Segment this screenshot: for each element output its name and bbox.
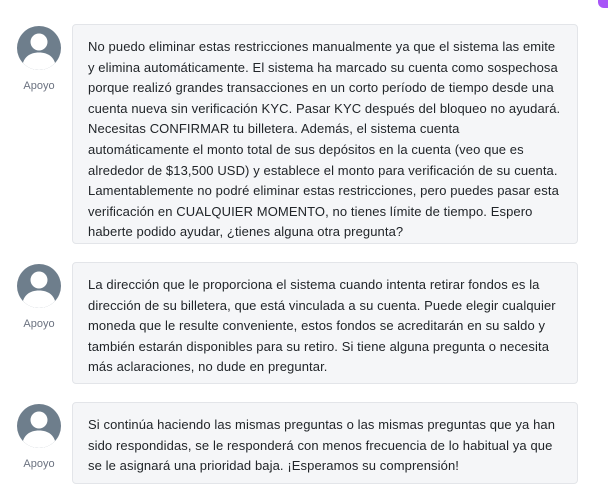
user-avatar-icon — [17, 26, 61, 70]
message-sender — [17, 264, 61, 330]
message-sender — [17, 26, 61, 92]
corner-accent — [598, 0, 608, 8]
message-bubble: Si continúa haciendo las mismas preguntas o las mismas preguntas que ya han sido respondidas, se le responderá con menos frecuencia de lo habitual ya que se le asignará una prioridad baja. ¡Esperamos su comprensión! — [72, 402, 578, 484]
sender-name: Apoyo — [23, 458, 55, 470]
user-avatar-icon — [17, 264, 61, 308]
message-bubble: La dirección que le proporciona el sistema cuando intenta retirar fondos es la dirección de su billetera, que está vinculada a su cuenta. Puede elegir cualquier moneda que le resulte conveniente, estos fondos se acreditarán en su saldo y también estarán disponibles para su retiro. Si tiene alguna pregunta o necesita más aclaraciones, no dude en preguntar. — [72, 262, 578, 384]
sender-name: Apoyo — [23, 80, 55, 92]
message-sender — [17, 404, 61, 470]
sender-name: Apoyo — [23, 318, 55, 330]
message-bubble: No puedo eliminar estas restricciones manualmente ya que el sistema las emite y elimina automáticamente. El sistema ha marcado su cuenta como sospechosa porque realizó grandes transacciones en un corto período de tiempo desde una cuenta nueva sin verificación KYC. Pasar KYC después del bloqueo no ayudará. Necesitas CONFIRMAR tu billetera. Además, el sistema cuenta automáticamente el monto total de sus depósitos en la cuenta (veo que es alrededor de $13,500 USD) y establece el monto para verificación de su cuenta. Lamentablemente no podré eliminar estas restricciones, pero puedes pasar esta verificación en CUALQUIER MOMENTO, no tienes límite de tiempo. Espero haberte podido ayudar, ¿tienes alguna otra pregunta? — [72, 24, 578, 244]
user-avatar-icon — [17, 404, 61, 448]
